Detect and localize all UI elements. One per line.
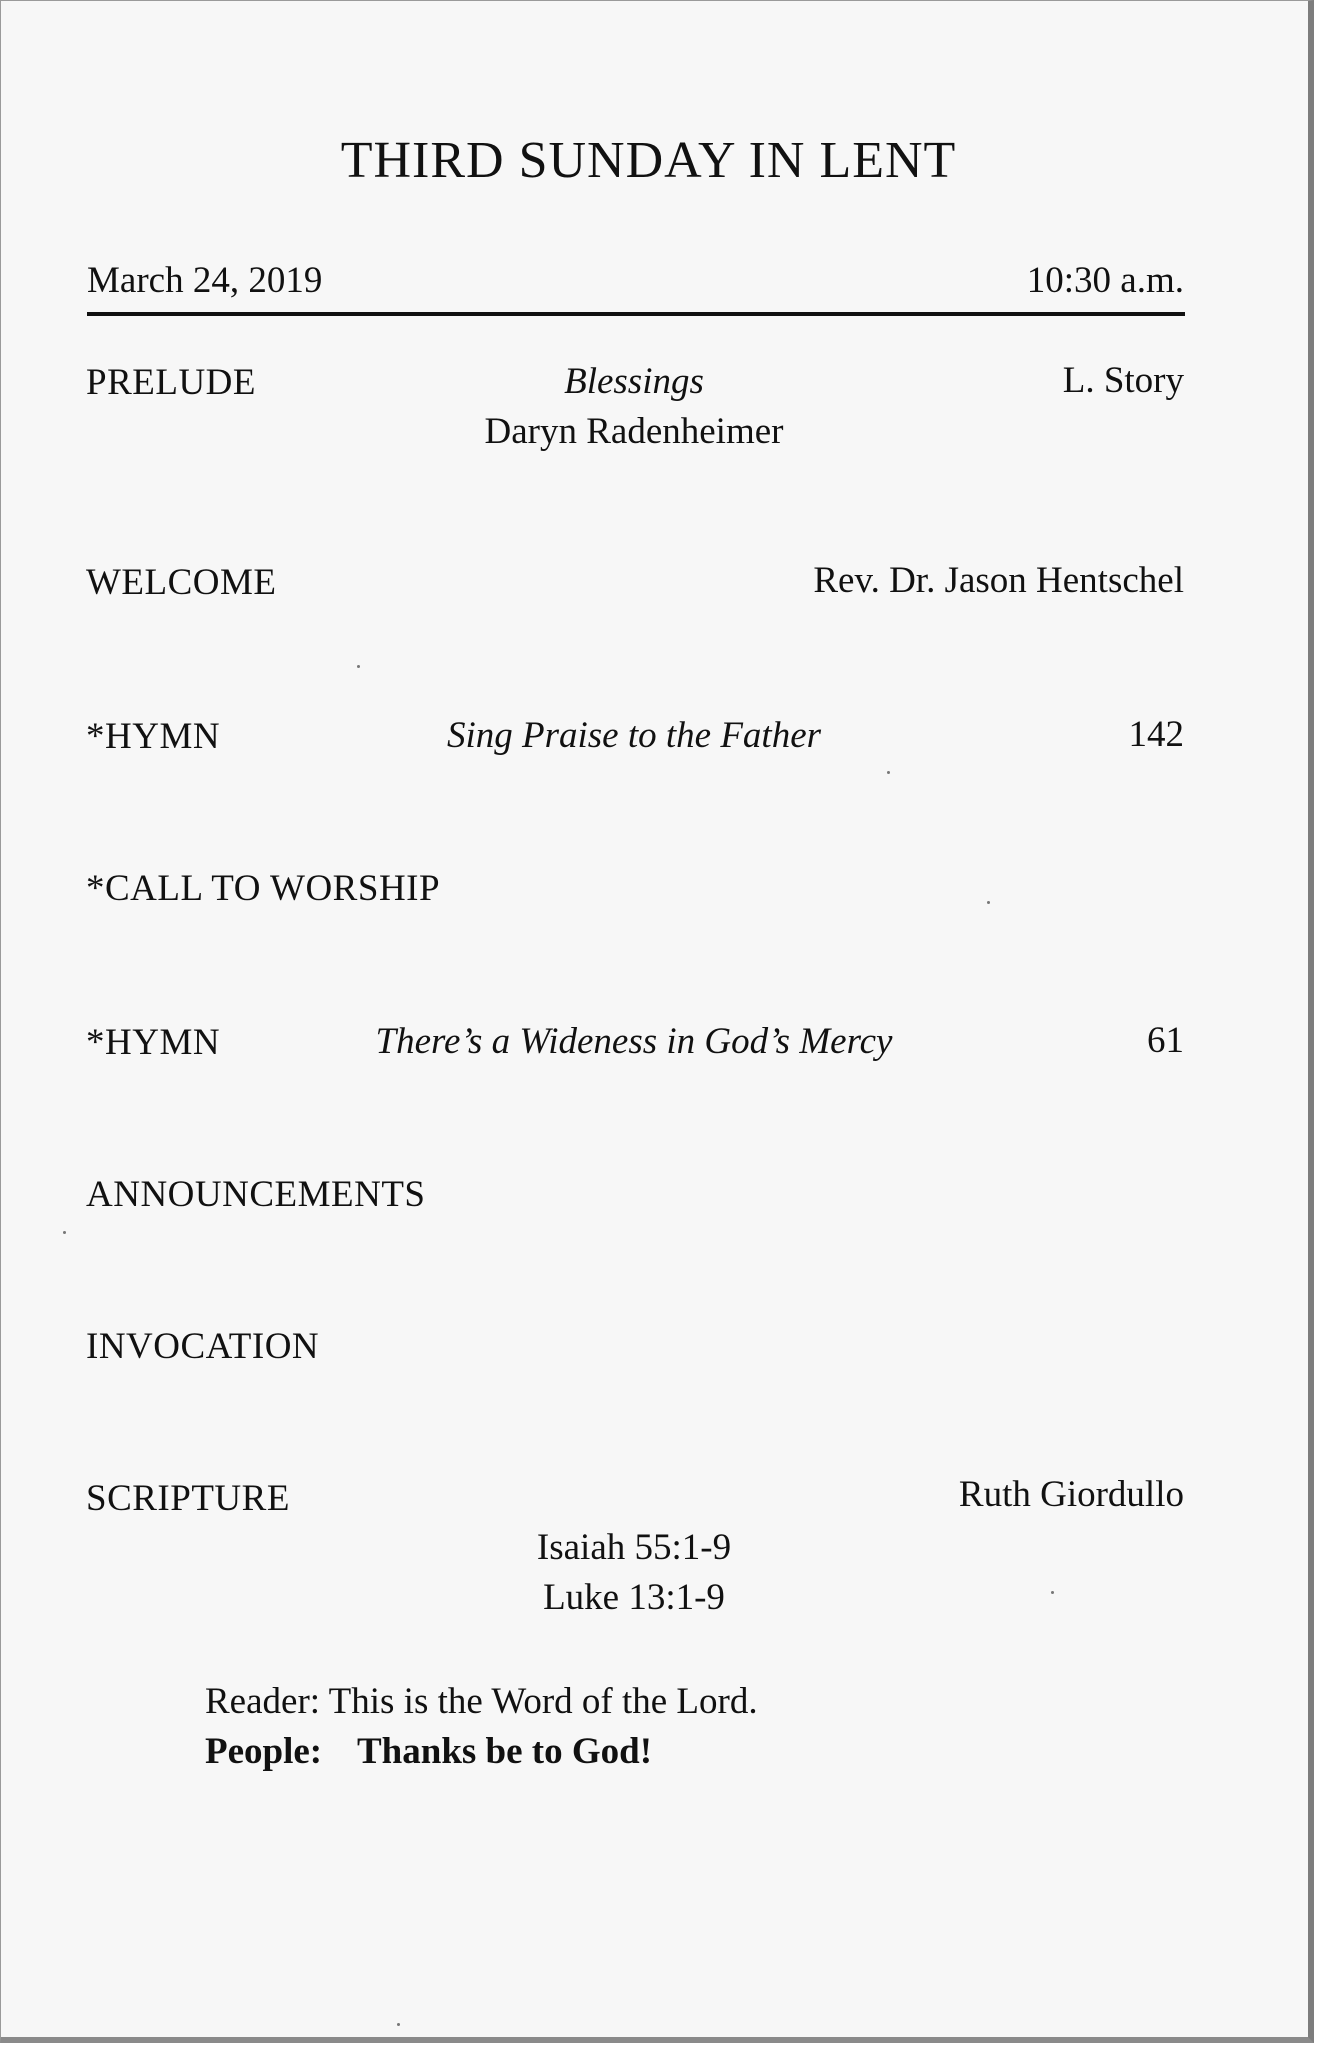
hymn-label-2: *HYMN <box>86 1022 221 1063</box>
prelude-title: Blessings <box>564 361 704 402</box>
announcements-label: ANNOUNCEMENTS <box>86 1174 426 1215</box>
hymn-title-2: There’s a Wideness in God’s Mercy <box>375 1021 893 1062</box>
service-date: March 24, 2019 <box>87 260 323 301</box>
scripture-reading-2: Luke 13:1-9 <box>543 1577 725 1618</box>
header-divider <box>87 312 1185 316</box>
scan-speck <box>397 2023 400 2026</box>
people-line <box>205 1727 652 1777</box>
scan-speck <box>63 1231 66 1234</box>
people-label: People: <box>205 1731 323 1772</box>
prelude-label: PRELUDE <box>86 362 256 403</box>
hymn-number-1: 142 <box>1128 714 1184 755</box>
page-title: THIRD SUNDAY IN LENT <box>340 132 957 189</box>
scan-speck <box>1051 1591 1054 1594</box>
scripture-reader: Ruth Giordullo <box>958 1474 1184 1515</box>
scripture-label: SCRIPTURE <box>86 1478 290 1519</box>
call-to-worship-label: *CALL TO WORSHIP <box>86 868 441 909</box>
prelude-performer: Daryn Radenheimer <box>484 411 784 452</box>
scan-speck <box>887 771 890 774</box>
hymn-title-1: Sing Praise to the Father <box>446 715 822 756</box>
reader-text: This is the Word of the Lord. <box>328 1681 758 1722</box>
reader-line <box>205 1677 758 1727</box>
invocation-label: INVOCATION <box>86 1326 320 1367</box>
welcome-label: WELCOME <box>86 562 277 603</box>
hymn-number-2: 61 <box>1147 1020 1184 1061</box>
prelude-composer: L. Story <box>1062 360 1184 401</box>
people-text: Thanks be to God! <box>357 1731 653 1772</box>
hymn-label-1: *HYMN <box>86 716 221 757</box>
welcome-leader: Rev. Dr. Jason Hentschel <box>813 560 1184 601</box>
scan-speck <box>987 901 990 904</box>
service-time: 10:30 a.m. <box>1026 260 1184 301</box>
reader-label: Reader: <box>205 1681 321 1722</box>
scan-speck <box>357 665 360 668</box>
scripture-reading-1: Isaiah 55:1-9 <box>536 1527 732 1568</box>
